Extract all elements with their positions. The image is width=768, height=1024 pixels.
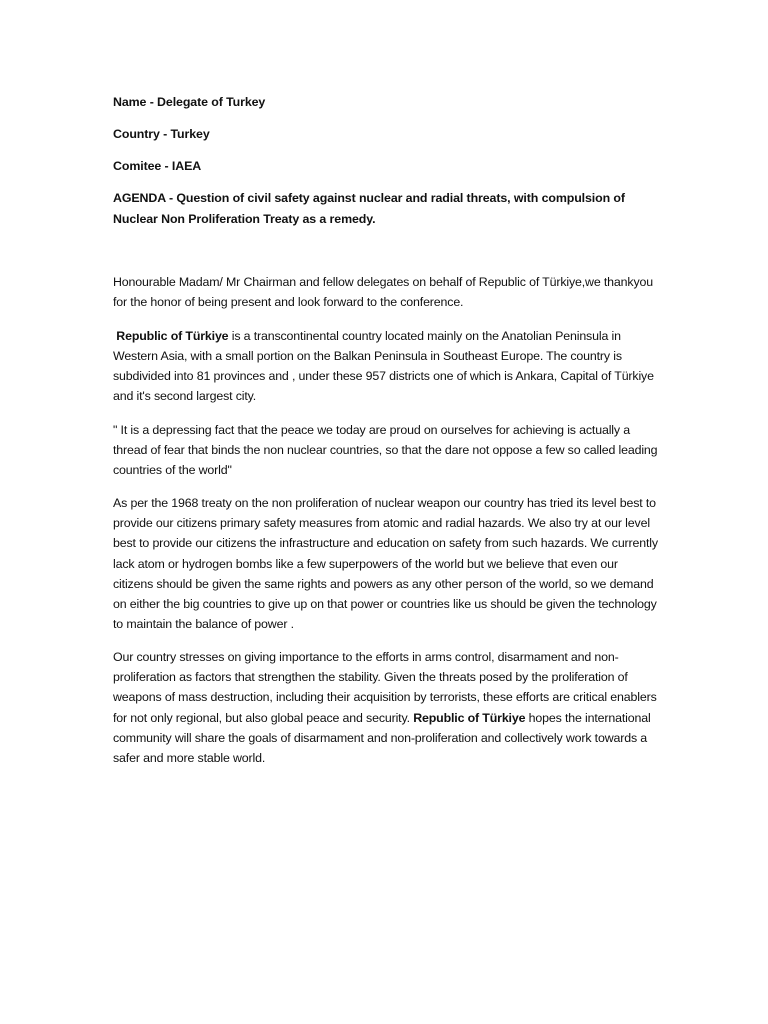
agenda-line: AGENDA - Question of civil safety against nuclear and radial threats, with compulsion of Nuclear Non Proliferation Treaty as a remedy. [113, 191, 625, 226]
document-page [113, 92, 658, 769]
disarmament-text-start: Our country stresses on giving importance to the efforts in arms control, disarmament and non-proliferation as factors that strengthen the stability. Given the threats posed by the proliferation of weapons of mass destruction, including their acquisition by terrorists, these efforts are critical enablers for not only regional, but also global peace and security. [113, 649, 657, 725]
country-intro-text: is a transcontinental country located mainly on the Anatolian Peninsula in Western Asia, with a small portion on the Balkan Peninsula in Southeast Europe. The country is subdivided into 81 provinces and , under these 957 districts one of which is Ankara, Capital of Türkiye and it's second largest city. [113, 328, 654, 404]
paragraph-disarmament [113, 647, 658, 769]
country-name-bold-2: Republic of Türkiye [413, 710, 526, 725]
delegate-name: Name - Delegate of Turkey [113, 95, 266, 109]
country-line: Country - Turkey [113, 127, 210, 141]
committee-line: Comitee - IAEA [113, 159, 202, 173]
paragraph-greeting: Honourable Madam/ Mr Chairman and fellow delegates on behalf of Republic of Türkiye,we thankyou for the honor of being present and look forward to the conference. [113, 275, 653, 310]
country-name-bold: Republic of Türkiye [116, 328, 229, 343]
disarmament-text-end: hopes the international community will share the goals of disarmament and non-proliferation and collectively work towards a safer and more stable world. [113, 710, 651, 766]
spacer [113, 229, 658, 272]
paragraph-treaty: As per the 1968 treaty on the non proliferation of nuclear weapon our country has tried its level best to provide our citizens primary safety measures from atomic and radial hazards. We also try at our level best to provide our citizens the infrastructure and education on safety from such hazards. We currently lack atom or hydrogen bombs like a few superpowers of the world but we believe that even our citizens should be given the same rights and powers as any other person of the world, so we demand on either the big countries to give up on that power or countries like us should be given the technology to maintain the balance of power . [113, 495, 658, 632]
paragraph-quote: " It is a depressing fact that the peace we today are proud on ourselves for achieving is actually a thread of fear that binds the non nuclear countries, so that the dare not oppose a few so called leading countries of the world" [113, 422, 658, 478]
paragraph-country-intro [113, 326, 658, 407]
